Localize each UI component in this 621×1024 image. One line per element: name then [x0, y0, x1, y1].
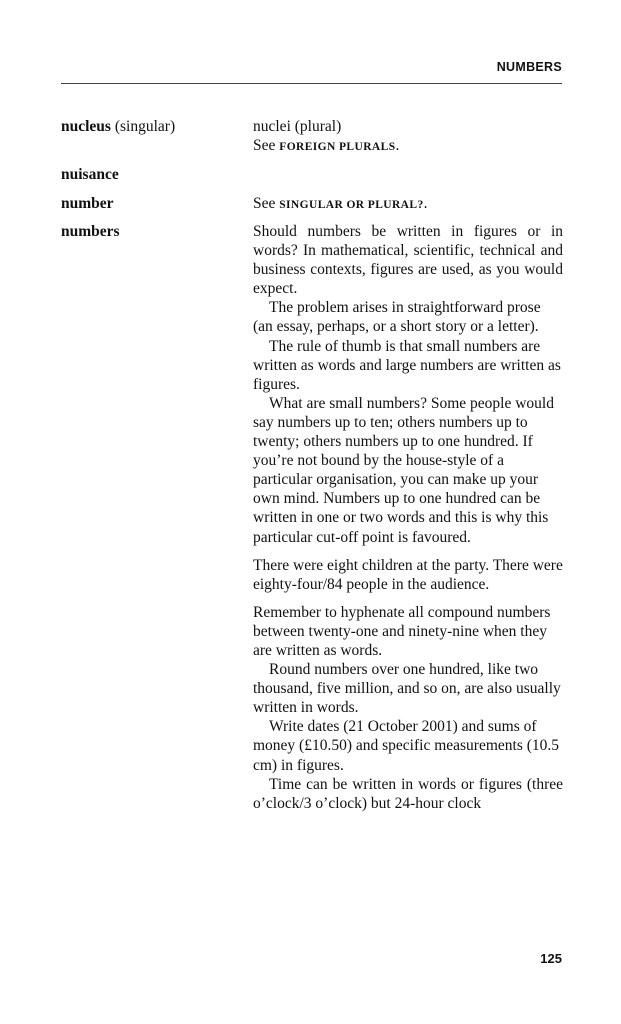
headword-numbers [61, 222, 120, 241]
definition-nucleus [253, 117, 563, 157]
see-reference: FOREIGN PLURALS [279, 141, 396, 154]
headword-text: nucleus [61, 118, 111, 135]
paragraph: Should numbers be written in figures or in words? In mathematical, scientific, technical and business contexts, figures are used, as you would expect. [253, 223, 563, 298]
headword-nucleus [61, 117, 175, 136]
paragraph: The rule of thumb is that small numbers are written as words and large numbers are written as figures. [253, 337, 561, 393]
see-prefix: See [253, 137, 280, 155]
see-suffix: . [423, 195, 428, 212]
cross-reference [253, 194, 563, 215]
paragraph: Round numbers over one hundred, like two thousand, five million, and so on, are also usually written in words. [253, 661, 561, 717]
definition-numbers [253, 222, 563, 813]
example: There were eight children at the party. There were eighty-four/84 people in the audience. [253, 556, 563, 593]
page-number: 125 [540, 951, 562, 966]
headword-text: nuisance [61, 166, 119, 183]
paragraph: Remember to hyphenate all compound numbers between twenty-one and ninety-nine when they are written as words. [253, 603, 551, 659]
cross-reference [253, 136, 563, 157]
definition-line: nuclei (plural) [253, 118, 342, 135]
see-reference: SINGULAR OR PLURAL? [279, 199, 424, 211]
headword-qualifier: (singular) [110, 118, 176, 135]
see-suffix: . [395, 137, 400, 155]
header-rule [61, 83, 562, 84]
headword-text: numbers [61, 223, 120, 240]
running-head: NUMBERS [496, 60, 562, 74]
paragraph: The problem arises in straightforward prose (an essay, perhaps, or a short story or a letter). [253, 299, 541, 336]
see-prefix: See [253, 195, 280, 212]
definition-number [253, 194, 563, 215]
headword-number [61, 194, 114, 213]
headword-text: number [61, 195, 114, 212]
paragraph: What are small numbers? Some people would say numbers up to ten; others numbers up to twenty; others numbers up to one hundred. If you’re not bound by the house-style of a particular organisation, you can make up your own mind. Numbers up to one hundred can be written in one or two words and this is why this particular cut-off point is favoured. [253, 394, 554, 546]
paragraph: Write dates (21 October 2001) and sums of money (£10.50) and specific measurements (10.5 cm) in figures. [253, 718, 560, 774]
headword-nuisance [61, 165, 119, 184]
paragraph: Time can be written in words or figures (three o’clock/3 o’clock) but 24-hour clock [253, 775, 563, 812]
